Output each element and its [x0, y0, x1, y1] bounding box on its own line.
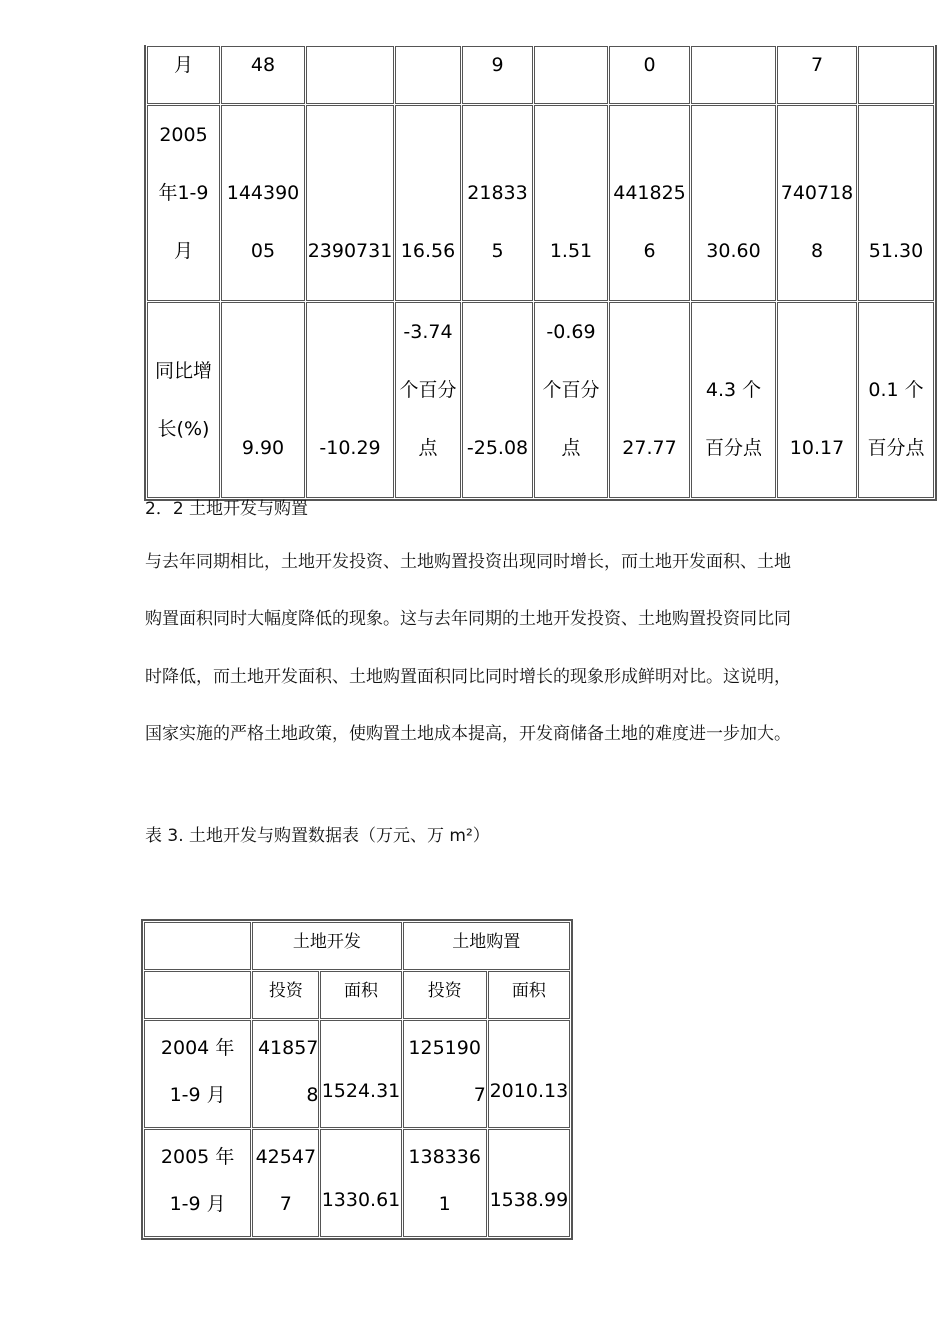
- cell-line: 8: [810, 240, 824, 262]
- table-cell: 48: [221, 46, 305, 104]
- cell-line: 点: [561, 437, 581, 459]
- cell-line: 百分点: [704, 437, 762, 459]
- table-cell: [691, 105, 776, 301]
- label-line: 1-9 月: [169, 1193, 226, 1215]
- label-line: 2005: [159, 124, 208, 146]
- table-cell: [395, 105, 461, 301]
- table-cell: [691, 302, 776, 498]
- table-cell: [777, 302, 857, 498]
- section-heading: 2．2 土地开发与购置: [145, 499, 309, 519]
- cell-line: 4.3 个: [705, 379, 762, 401]
- table-header-row: [144, 922, 570, 970]
- label-line: 长(%): [157, 418, 210, 440]
- row-label: [144, 1129, 251, 1237]
- table-cell: [395, 302, 461, 498]
- cell-line: 21833: [467, 182, 528, 204]
- cell-line: 1.51: [549, 240, 593, 262]
- cell-line: 27.77: [622, 437, 677, 459]
- table-caption: 表 3. 土地开发与购置数据表（万元、万 m²）: [145, 826, 490, 846]
- table-cell: [691, 46, 776, 104]
- cell-line: 51.30: [868, 240, 924, 262]
- table-cell: [534, 46, 608, 104]
- cell-line: 1: [438, 1193, 451, 1215]
- cell-line: 7: [279, 1193, 292, 1215]
- table-cell: [462, 302, 533, 498]
- table-cell: [306, 46, 394, 104]
- table-cell: [221, 302, 305, 498]
- table-cell: [858, 302, 934, 498]
- table-row-2005: [147, 105, 934, 301]
- label-line: 月: [173, 240, 193, 262]
- cell-line: 41857: [257, 1037, 319, 1059]
- table-cell: 2010.13: [488, 1020, 570, 1128]
- cell-line: 740718: [780, 182, 854, 204]
- paragraph-line: 与去年同期相比，土地开发投资、土地购置投资出现同时增长，而土地开发面积、土地: [145, 552, 791, 572]
- row-label: [144, 1020, 251, 1128]
- cell-line: 0.1 个: [868, 379, 924, 401]
- cell-line: 7: [473, 1084, 486, 1106]
- cell-line: 10.17: [789, 437, 845, 459]
- cell-line: 16.56: [400, 240, 456, 262]
- table-cell: 1524.31: [320, 1020, 401, 1128]
- table-header-group: 土地购置: [403, 922, 570, 970]
- table-cell: 1330.61: [320, 1129, 401, 1237]
- table-header-empty: [144, 971, 251, 1019]
- table-cell: [534, 105, 608, 301]
- cell-line: 138336: [408, 1146, 481, 1168]
- label-line: 2004 年: [160, 1037, 235, 1059]
- table-cell: [534, 302, 608, 498]
- table-subheader: 投资: [403, 971, 487, 1019]
- cell-line: -0.69: [546, 321, 596, 343]
- cell-line: 42547: [255, 1146, 317, 1168]
- table-cell: [403, 1129, 487, 1237]
- cell-line: -10.29: [319, 437, 381, 459]
- table-row: [144, 1129, 570, 1237]
- table-header-group: 土地开发: [252, 922, 401, 970]
- table-row-month: [147, 46, 934, 104]
- land-table: [141, 919, 573, 1240]
- cell-line: 5: [491, 240, 504, 262]
- table-cell: [221, 105, 305, 301]
- cell-line: 05: [250, 240, 276, 262]
- table-cell: [777, 105, 857, 301]
- cell-line: 个百分: [399, 379, 457, 401]
- data-table-continued: [144, 45, 937, 501]
- paragraph-line: 购置面积同时大幅度降低的现象。这与去年同期的土地开发投资、土地购置投资同比同: [145, 609, 791, 629]
- label-line: 1-9 月: [169, 1084, 226, 1106]
- table-cell: 9: [462, 46, 533, 104]
- table-cell: 7: [777, 46, 857, 104]
- table-cell: [306, 302, 394, 498]
- table-cell: [858, 105, 934, 301]
- table-row: [144, 1020, 570, 1128]
- table-cell: 1538.99: [488, 1129, 570, 1237]
- cell-line: -25.08: [466, 437, 529, 459]
- table-row-growth: [147, 302, 934, 498]
- table-subheader-row: [144, 971, 570, 1019]
- table-subheader: 投资: [252, 971, 319, 1019]
- cell-line: 9.90: [241, 437, 285, 459]
- table-header-empty: [144, 922, 251, 970]
- table-cell: [403, 1020, 487, 1128]
- cell-line: 2390731: [307, 240, 393, 262]
- label-line: 2005 年: [160, 1146, 235, 1168]
- paragraph-line: 时降低，而土地开发面积、土地购置面积同比同时增长的现象形成鲜明对比。这说明，: [145, 667, 791, 687]
- table-cell: [462, 105, 533, 301]
- row-label: [147, 105, 220, 301]
- cell-line: 441825: [613, 182, 686, 204]
- table-cell: [395, 46, 461, 104]
- table-cell: 0: [609, 46, 690, 104]
- cell-line: 144390: [226, 182, 300, 204]
- cell-line: 125190: [408, 1037, 481, 1059]
- paragraph-line: 国家实施的严格土地政策，使购置土地成本提高，开发商储备土地的难度进一步加大。: [145, 724, 791, 744]
- table-cell: [609, 105, 690, 301]
- cell-line: 30.60: [706, 240, 761, 262]
- table-cell: [252, 1129, 319, 1237]
- table-cell: [252, 1020, 319, 1128]
- cell-line: 百分点: [867, 437, 925, 459]
- label-line: 同比增: [154, 360, 212, 382]
- table-subheader: 面积: [488, 971, 570, 1019]
- cell-line: 个百分: [542, 379, 600, 401]
- table-cell: 月: [147, 46, 220, 104]
- cell-line: -3.74: [403, 321, 453, 343]
- cell-line: 6: [643, 240, 656, 262]
- cell-line: 点: [418, 437, 438, 459]
- table-subheader: 面积: [320, 971, 401, 1019]
- cell-line: 8: [306, 1084, 319, 1106]
- label-line: 年1-9: [158, 182, 209, 204]
- table-cell: [609, 302, 690, 498]
- table-cell: [858, 46, 934, 104]
- table-cell: [306, 105, 394, 301]
- row-label: [147, 302, 220, 498]
